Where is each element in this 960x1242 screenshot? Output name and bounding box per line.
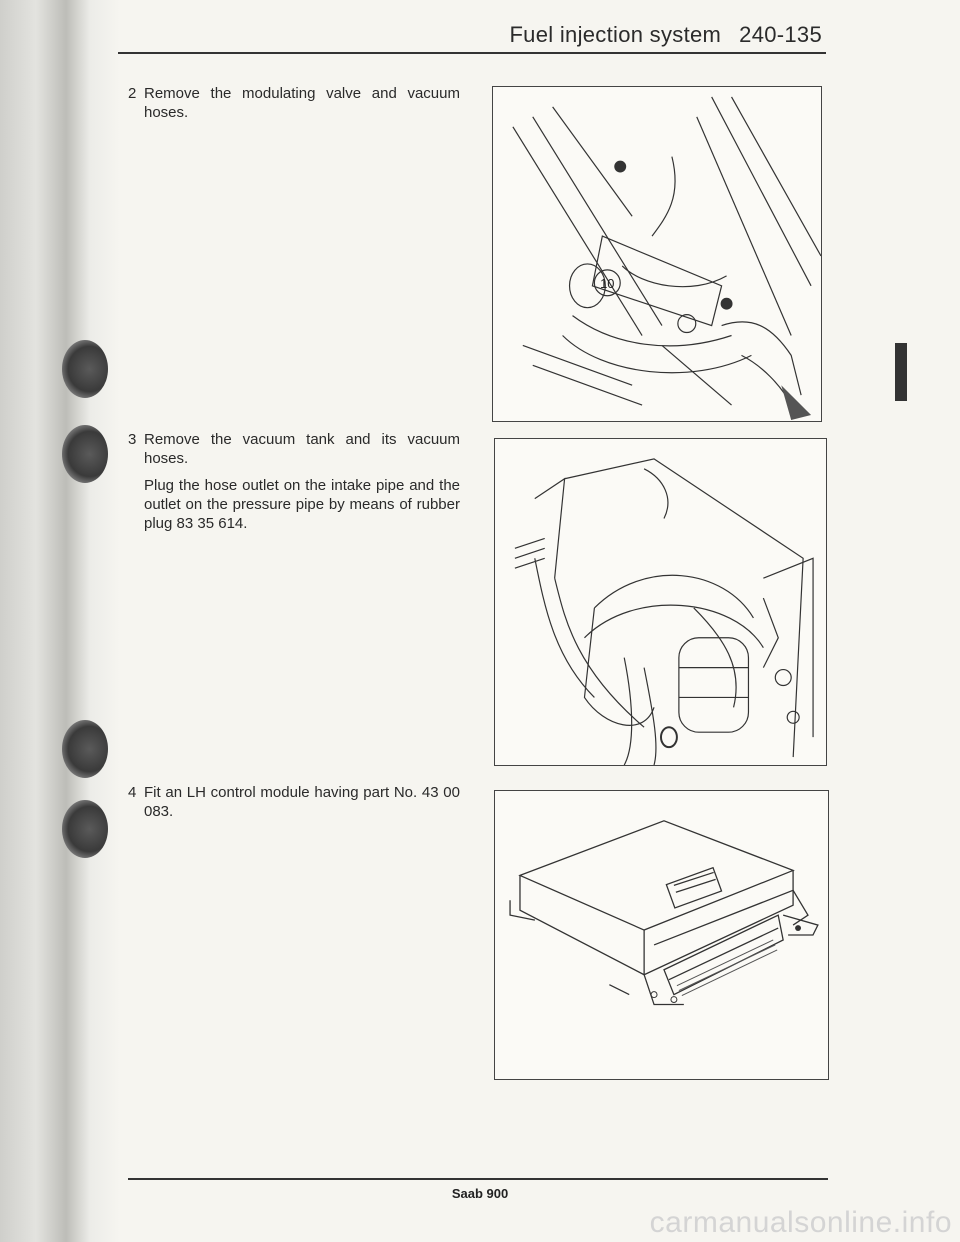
page-number: 240-135 (739, 22, 822, 47)
binder-edge (0, 0, 120, 1242)
section-title: Fuel injection system (509, 22, 722, 47)
page-header (509, 22, 822, 48)
figure-vacuum-tank (494, 438, 827, 766)
figure-control-module (494, 790, 829, 1080)
step-3 (128, 430, 460, 541)
watermark: carmanualsonline.info (649, 1206, 952, 1239)
binder-hole (62, 340, 108, 398)
step-text: Remove the modulating valve and vacuum hoses. (144, 85, 460, 121)
control-module-illustration (495, 791, 828, 1079)
step-2 (128, 84, 460, 130)
step-text: Plug the hose outlet on the intake pipe and the outlet on the pressure pipe by means of rubber plug 83 35 614. (144, 477, 460, 532)
step-number: 2 (128, 85, 137, 102)
section-tab-marker (895, 343, 907, 401)
step-text: Fit an LH control module having part No. 43 00 083. (144, 784, 460, 820)
binder-hole (62, 800, 108, 858)
modulating-valve-illustration (493, 87, 821, 421)
footer-model: Saab 900 (451, 1186, 509, 1201)
step-number: 3 (128, 431, 137, 448)
binder-hole (62, 720, 108, 778)
binder-hole (62, 425, 108, 483)
figure-modulating-valve (492, 86, 822, 422)
header-rule (118, 52, 826, 54)
step-text: Remove the vacuum tank and its vacuum hoses. (144, 431, 460, 467)
step-number: 4 (128, 784, 137, 801)
step-4 (128, 783, 460, 829)
footer-rule (128, 1178, 828, 1180)
vacuum-tank-illustration (495, 439, 826, 765)
figure-callout: 10 (600, 275, 615, 291)
